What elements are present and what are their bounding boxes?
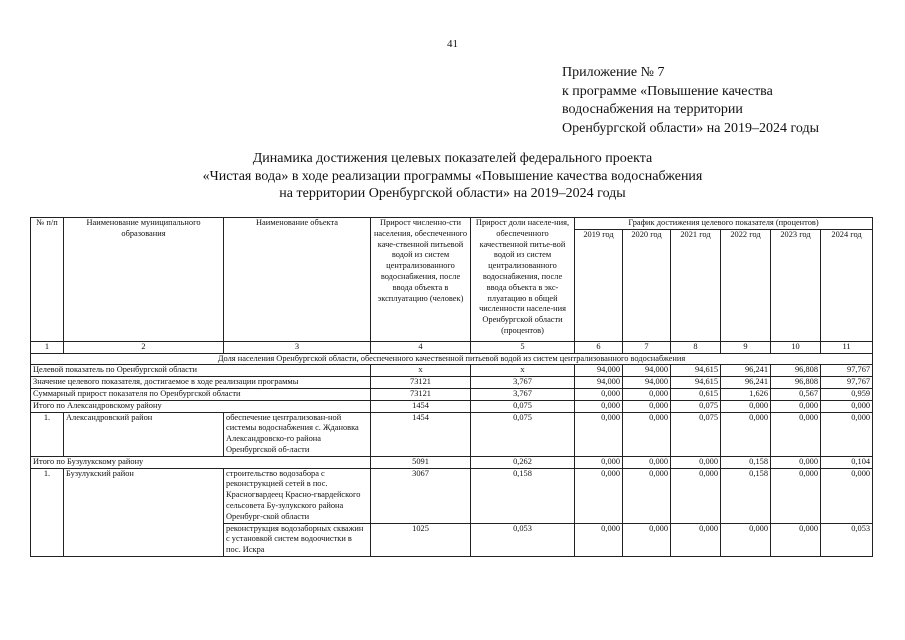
cell-share: 3,767 <box>471 388 575 400</box>
cell-object: строительство водозабора с реконструкцией сетей в пос. Красногвардеец Красно-гвардейского сельсовета Бу-зулукского района Оренбург-ской области <box>224 468 371 523</box>
cell-value: 0,000 <box>771 412 821 456</box>
cell-value: 0,158 <box>721 456 771 468</box>
title-line: Динамика достижения целевых показателей федерального проекта <box>252 151 653 166</box>
summary-label: Значение целевого показателя, достигаемое в ходе реализации программы <box>31 377 371 389</box>
cell-value: 94,000 <box>623 365 671 377</box>
table-row <box>31 468 873 523</box>
cell-value: 0,000 <box>575 468 623 523</box>
cell-people: 1025 <box>371 523 471 556</box>
section-title-row <box>31 353 873 365</box>
cell-value: 0,000 <box>575 456 623 468</box>
cell-num: 1. <box>31 468 64 556</box>
cell-value: 0,959 <box>821 388 873 400</box>
summary-label: Итого по Бузулукскому району <box>31 456 371 468</box>
cell-municipality: Бузулукский район <box>64 468 224 556</box>
cell-value: 0,000 <box>771 400 821 412</box>
appendix-line: водоснабжения на территории <box>562 102 743 117</box>
cell-value: 0,567 <box>771 388 821 400</box>
title-line: «Чистая вода» в ходе реализации программы «Повышение качества водоснабжения <box>202 168 703 184</box>
cell-people: 73121 <box>371 377 471 389</box>
cell-value: 0,615 <box>671 388 721 400</box>
summary-row <box>31 365 873 377</box>
cell-object: реконструкция водозаборных скважин с установкой систем водоочистки в пос. Искра <box>224 523 371 556</box>
cell-people: 5091 <box>371 456 471 468</box>
cell-value: 0,000 <box>623 400 671 412</box>
cell-value: 0,075 <box>671 400 721 412</box>
cell-people: 1454 <box>371 400 471 412</box>
cell-value: 0,000 <box>575 412 623 456</box>
cell-value: 0,158 <box>721 468 771 523</box>
cell-value: 94,000 <box>623 377 671 389</box>
cell-value: 0,000 <box>821 412 873 456</box>
column-number: 5 <box>471 341 575 353</box>
column-number: 7 <box>623 341 671 353</box>
summary-label: Суммарный прирост показателя по Оренбургской области <box>31 388 371 400</box>
summary-label: Целевой показатель по Оренбургской области <box>31 365 371 377</box>
cell-value: 0,000 <box>821 468 873 523</box>
cell-people: 3067 <box>371 468 471 523</box>
header-object: Наименование объекта <box>224 218 371 342</box>
cell-value: 94,000 <box>575 377 623 389</box>
title-line: на территории Оренбургской области» на 2019–2024 годы <box>279 186 626 201</box>
header-num: № п/п <box>31 218 64 342</box>
cell-value: 0,000 <box>671 468 721 523</box>
cell-value: 1,626 <box>721 388 771 400</box>
cell-value: 0,000 <box>671 456 721 468</box>
column-number: 9 <box>721 341 771 353</box>
cell-value: 0,075 <box>671 412 721 456</box>
header-municipality: Наименование муниципального образования <box>64 218 224 342</box>
header-year: 2023 год <box>771 229 821 341</box>
header-year: 2022 год <box>721 229 771 341</box>
cell-share: 0,075 <box>471 412 575 456</box>
document-title <box>0 150 905 203</box>
summary-row <box>31 456 873 468</box>
cell-value: 0,000 <box>771 523 821 556</box>
cell-value: 0,000 <box>671 523 721 556</box>
cell-value: 96,241 <box>721 365 771 377</box>
cell-object: обеспечение централизован-ной системы водоснабжения с. Ждановка Александровско-го района Оренбургской об-ласти <box>224 412 371 456</box>
header-year: 2021 год <box>671 229 721 341</box>
cell-value: 0,053 <box>821 523 873 556</box>
cell-people: 73121 <box>371 388 471 400</box>
cell-value: 0,000 <box>623 523 671 556</box>
header-year: 2024 год <box>821 229 873 341</box>
cell-people: 1454 <box>371 412 471 456</box>
cell-value: 0,000 <box>771 456 821 468</box>
section-title: Доля населения Оренбургской области, обеспеченного качественной питьевой водой из систем централизованного водоснабжения <box>31 353 873 365</box>
column-number: 10 <box>771 341 821 353</box>
column-number: 4 <box>371 341 471 353</box>
cell-value: 94,615 <box>671 365 721 377</box>
page-number: 41 <box>447 38 458 50</box>
indicators-table <box>30 217 873 557</box>
summary-row <box>31 377 873 389</box>
cell-value: 97,767 <box>821 365 873 377</box>
cell-share: x <box>471 365 575 377</box>
cell-value: 96,808 <box>771 365 821 377</box>
cell-value: 0,000 <box>623 468 671 523</box>
cell-value: 0,000 <box>623 412 671 456</box>
appendix-line: к программе «Повышение качества <box>562 83 773 99</box>
cell-value: 97,767 <box>821 377 873 389</box>
column-number: 2 <box>64 341 224 353</box>
header-schedule: График достижения целевого показателя (процентов) <box>575 218 873 230</box>
header-year: 2020 год <box>623 229 671 341</box>
cell-value: 0,000 <box>575 388 623 400</box>
summary-label: Итого по Александровскому району <box>31 400 371 412</box>
table-row <box>31 412 873 456</box>
cell-municipality: Александровский район <box>64 412 224 456</box>
cell-num: 1. <box>31 412 64 456</box>
cell-value: 94,000 <box>575 365 623 377</box>
appendix-line: Приложение № 7 <box>562 65 665 80</box>
column-number: 11 <box>821 341 873 353</box>
cell-people: x <box>371 365 471 377</box>
cell-value: 0,104 <box>821 456 873 468</box>
cell-value: 94,615 <box>671 377 721 389</box>
cell-value: 0,000 <box>623 388 671 400</box>
cell-value: 96,808 <box>771 377 821 389</box>
cell-value: 0,000 <box>575 523 623 556</box>
cell-value: 96,241 <box>721 377 771 389</box>
appendix-note <box>562 64 819 138</box>
cell-share: 3,767 <box>471 377 575 389</box>
column-number: 3 <box>224 341 371 353</box>
cell-share: 0,075 <box>471 400 575 412</box>
header-year: 2019 год <box>575 229 623 341</box>
cell-share: 0,262 <box>471 456 575 468</box>
cell-share: 0,158 <box>471 468 575 523</box>
cell-value: 0,000 <box>721 412 771 456</box>
cell-value: 0,000 <box>575 400 623 412</box>
column-number: 1 <box>31 341 64 353</box>
cell-share: 0,053 <box>471 523 575 556</box>
cell-value: 0,000 <box>721 400 771 412</box>
header-row <box>31 218 873 230</box>
cell-value: 0,000 <box>771 468 821 523</box>
appendix-line: Оренбургской области» на 2019–2024 годы <box>562 120 819 136</box>
cell-value: 0,000 <box>623 456 671 468</box>
header-increase-share: Прирост доли населе-ния, обеспеченного качественной питье-вой водой из систем централизованного водоснабжения, после ввода объекта в экс-плуатацию в общей численности населе-ния Оренбургской области (процентов) <box>471 218 575 342</box>
cell-value: 0,000 <box>821 400 873 412</box>
cell-value: 0,000 <box>721 523 771 556</box>
summary-row <box>31 388 873 400</box>
summary-row <box>31 400 873 412</box>
column-numbers-row <box>31 341 873 353</box>
header-increase-people: Прирост численно-сти населения, обеспеченного каче-ственной питьевой водой из систем централизованного водоснабжения, после ввода объекта в эксплуатацию (человек) <box>371 218 471 342</box>
column-number: 8 <box>671 341 721 353</box>
column-number: 6 <box>575 341 623 353</box>
